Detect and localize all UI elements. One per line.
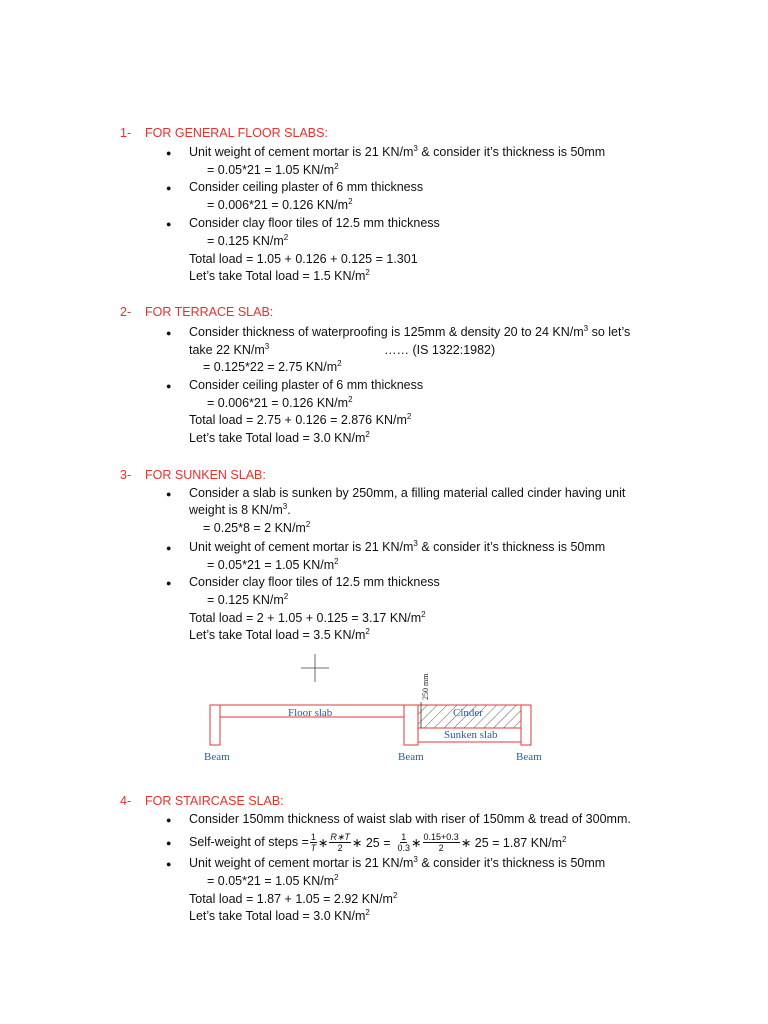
bullet: ● (166, 219, 172, 229)
beam-right-label: Beam (516, 751, 542, 763)
section-number: 4- (120, 794, 132, 808)
beam-left-label: Beam (204, 751, 230, 763)
section-title: FOR STAIRCASE SLAB: (145, 794, 284, 808)
calc-line: = 0.05*21 = 1.05 $KN/m^2$ (207, 557, 339, 572)
calc-line: = 0.125*22 = 2.75 $KN/m^2$ (203, 359, 342, 374)
bullet: ● (166, 328, 172, 338)
list-item: Consider ceiling plaster of 6 mm thickness (189, 378, 424, 392)
fraction: $\frac{1}{0.3}$ (397, 831, 411, 853)
list-item: Consider a slab is sunken by 250mm, a filling material called cinder having unit (189, 486, 626, 500)
list-item: Unit weight of cement mortar is 21 $KN/m^3$ & consider it’s thickness is 50mm (189, 539, 606, 554)
beam-mid-label: Beam (398, 751, 424, 763)
section-heading-1 (120, 126, 328, 140)
calc-line: = 0.006*21 = 0.126 $KN/m^2$ (207, 197, 353, 212)
fraction: $\frac{1}{T}$ (310, 831, 317, 853)
list-item-continued: weight is 8 $KN/m^3$. (189, 502, 291, 517)
section-heading-2 (120, 305, 273, 319)
floor-slab-label: Floor slab (288, 707, 333, 719)
section-number: 1- (120, 126, 132, 140)
bullet: ● (166, 838, 172, 848)
sunken-slab-label: Sunken slab (444, 729, 498, 741)
sunken-slab-diagram (195, 650, 555, 768)
calc-line: = 0.006*21 = 0.126 $KN/m^2$ (207, 395, 353, 410)
beam-mid-shape (404, 705, 418, 745)
standard-reference: …… (IS 1322:1982) (384, 343, 496, 357)
total-load: Total load = 1.05 + 0.126 + 0.125 = 1.301 (189, 252, 418, 266)
list-item: Consider 150mm thickness of waist slab with riser of 150mm & tread of 300mm. (189, 812, 631, 826)
section-heading-4 (120, 794, 284, 808)
bullet: ● (166, 489, 172, 499)
total-load: Total load = 2 + 1.05 + 0.125 = 3.17 $KN/m^2$ (189, 610, 426, 625)
list-item: Consider thickness of waterproofing is 125mm & density 20 to 24 $KN/m^3$ so let’s (189, 324, 631, 339)
calc-line: = 0.05*21 = 1.05 $KN/m^2$ (207, 873, 339, 888)
section-title: FOR TERRACE SLAB: (145, 305, 274, 319)
bullet: ● (166, 815, 172, 825)
bullet: ● (166, 859, 172, 869)
calc-line: = 0.25*8 = 2 $KN/m^2$ (203, 520, 311, 535)
section-heading-3 (120, 468, 266, 482)
total-load: Total load = 2.75 + 0.126 = 2.876 $KN/m^2$ (189, 412, 412, 427)
list-item: Unit weight of cement mortar is 21 $KN/m^3$ & consider it’s thickness is 50mm (189, 855, 606, 870)
final-load: Let’s take Total load = 3.0 $KN/m^2$ (189, 908, 370, 923)
total-load: Total load = 1.87 + 1.05 = 2.92 $KN/m^2$ (189, 891, 398, 906)
section-title: FOR SUNKEN SLAB: (145, 468, 266, 482)
beam-right-shape (521, 705, 531, 745)
fraction: $\frac{0.15+0.3}{2}$ (423, 831, 459, 853)
list-item-continued: take 22 $KN/m^3$ (189, 342, 270, 357)
list-item: Consider clay floor tiles of 12.5 mm thickness (189, 575, 440, 589)
bullet: ● (166, 381, 172, 391)
final-load: Let’s take Total load = 1.5 $KN/m^2$ (189, 268, 370, 283)
self-weight-formula: Self-weight of steps = $\frac{1}{T}$ ∗ $\frac{R∗T}{2}$ ∗ 25 = $\frac{1}{0.3}$ ∗ $\frac{0.15+0.3}{2}$ ∗ 25 = 1.87 $KN/m^2$ (189, 831, 567, 853)
calc-line: = 0.125 $KN/m^2$ (207, 233, 289, 248)
bullet: ● (166, 578, 172, 588)
calc-line: = 0.125 $KN/m^2$ (207, 592, 289, 607)
section-number: 2- (120, 305, 132, 319)
section-title: FOR GENERAL FLOOR SLABS: (145, 126, 328, 140)
bullet: ● (166, 183, 172, 193)
list-item: Unit weight of cement mortar is 21 $KN/m^3$ & consider it’s thickness is 50mm (189, 144, 606, 159)
calc-line: = 0.05*21 = 1.05 $KN/m^2$ (207, 162, 339, 177)
section-number: 3- (120, 468, 132, 482)
bullet: ● (166, 543, 172, 553)
cinder-label: Cinder (453, 707, 483, 719)
fraction: $\frac{R∗T}{2}$ (330, 831, 350, 853)
bullet: ● (166, 148, 172, 158)
beam-left-shape (210, 705, 220, 745)
final-load: Let’s take Total load = 3.5 $KN/m^2$ (189, 627, 370, 642)
list-item: Consider clay floor tiles of 12.5 mm thickness (189, 216, 440, 230)
dimension-label: 250 mm (421, 673, 430, 700)
list-item: Consider ceiling plaster of 6 mm thickness (189, 180, 424, 194)
final-load: Let’s take Total load = 3.0 $KN/m^2$ (189, 430, 370, 445)
